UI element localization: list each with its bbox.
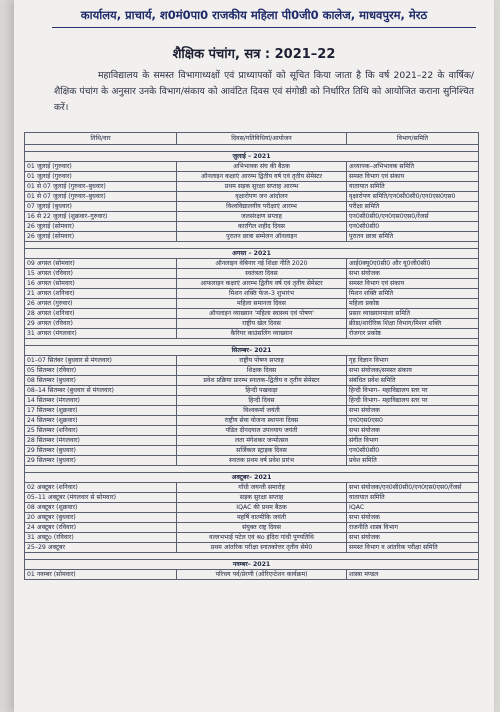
table-row [25, 386, 479, 396]
date-cell: 05–11 अक्टूबर (मंगलवार से सोमवार) [25, 493, 177, 503]
table-row [25, 329, 479, 339]
table-row [25, 192, 479, 202]
event-cell: वृक्षारोपण जन आंदोलन [177, 192, 347, 202]
table-row [25, 436, 479, 446]
column-header-event: दिवस/गतिविधियां/आयोजन [177, 133, 347, 145]
event-cell: अभिभावक संघ की बैठक [177, 162, 347, 172]
month-heading: नवम्बर– 2021 [25, 560, 479, 570]
table-row [25, 426, 479, 436]
table-row [25, 533, 479, 543]
month-heading: जुलाई – 2021 [25, 152, 479, 162]
table-row [25, 416, 479, 426]
date-cell: 07 जुलाई (बुधवार) [25, 202, 177, 212]
date-cell: 26 जुलाई (सोमवार) [25, 222, 177, 232]
date-cell: 01 से 07 जुलाई (गुरुवार–बुधवार) [25, 192, 177, 202]
date-cell: 24 अक्टूबर (रविवार) [25, 523, 177, 533]
date-cell: 25–29 अक्टूबर [25, 543, 177, 553]
date-cell: 24 सितम्बर (शुक्रवार) [25, 416, 177, 426]
date-cell: 16 अगस्त (सोमवार) [25, 279, 177, 289]
table-row [25, 289, 479, 299]
date-cell: 28 अगस्त (शनिवार) [25, 309, 177, 319]
event-cell: प्रथम आंतरिक परीक्षा स्नातकोत्तर तृतीय सेमे0 [177, 543, 347, 553]
section-spacer [25, 145, 479, 152]
date-cell: 08 अक्टूबर (शुक्रवार) [25, 503, 177, 513]
table-row [25, 483, 479, 493]
event-cell: सर्जिकल स्ट्राइक दिवस [177, 446, 347, 456]
event-cell: विश्वकर्मा जयंती [177, 406, 347, 416]
event-cell: कैरियर काउंसलिंग व्याख्यान [177, 329, 347, 339]
event-cell: परिचय पर्व/प्रेरणी (ओरिएन्टेशन कार्यक्रम) [177, 570, 347, 580]
dept-cell: समस्त विभाग व आंतरिक परीक्षा समिति [347, 543, 479, 553]
dept-cell: IQAC [347, 503, 479, 513]
event-cell: कारगिल शहीद दिवस [177, 222, 347, 232]
section-spacer [25, 466, 479, 473]
dept-cell: संगीत विभाग [347, 436, 479, 446]
table-row [25, 493, 479, 503]
month-heading-row [25, 560, 479, 570]
dept-cell: शास्त्रा मण्डल [347, 570, 479, 580]
table-body [25, 145, 479, 580]
dept-cell: गृह विज्ञान विभाग [347, 356, 479, 366]
event-cell: राष्ट्रीय सेवा योजना स्थापना दिवस [177, 416, 347, 426]
dept-cell: क्रीडा/शारीरिक शिक्षा विभाग/मिशन शक्ति [347, 319, 479, 329]
column-header-date: तिथि/वार [25, 133, 177, 145]
month-heading-row [25, 249, 479, 259]
dept-cell: सभा संयोजक [347, 426, 479, 436]
date-cell: 29 सितम्बर (बुधवार) [25, 446, 177, 456]
dept-cell: सभा संयोजक [347, 513, 479, 523]
event-cell: सड़क सुरक्षा सप्ताह [177, 493, 347, 503]
event-cell: महर्षि वाल्मीकि जयंती [177, 513, 347, 523]
event-cell: गाँधी जयन्ती समारोह [177, 483, 347, 493]
dept-cell: सभा संयोजक [347, 269, 479, 279]
office-header: कार्यालय, प्राचार्य, श0मं0पा0 राजकीय महिला पी0जी0 कालेज, माधवपुरम, मेरठ [80, 8, 428, 22]
dept-cell: परीक्षा समिति [347, 202, 479, 212]
table-row [25, 222, 479, 232]
event-cell: पुरातन छात्रा सम्मेलन ऑनलाइन [177, 232, 347, 242]
date-cell: 28 सितम्बर (मंगलवार) [25, 436, 177, 446]
table-row [25, 259, 479, 269]
dept-cell: समस्त विभाग एवं संकाय [347, 172, 479, 182]
dept-cell: हिन्दी विभाग– महाविद्यालय स्तर पर [347, 396, 479, 406]
date-cell: 16 से 22 जुलाई (शुक्रवार–गुरुवार) [25, 212, 177, 222]
date-cell: 21 अगस्त (शनिवार) [25, 289, 177, 299]
table-row [25, 299, 479, 309]
event-cell: ऑनलाइन कक्षाएं आरम्भ द्वितीय वर्ष एवं तृतीय सेमेस्टर [177, 172, 347, 182]
dept-cell: सभा संयोजक [347, 533, 479, 543]
event-cell: वल्लभभाई पटेल एवं श्रo इंदिरा गांधी पुण्यतिथि [177, 533, 347, 543]
event-cell: जलसंरक्षण सप्ताह [177, 212, 347, 222]
dept-cell: वृक्षारोपण समिति/एन0सी0सी0/एन0एस0एस0 [347, 192, 479, 202]
dept-cell: हिन्दी विभाग– महाविद्यालय स्तर पर [347, 386, 479, 396]
column-header-dept: विभाग/समिति [347, 133, 479, 145]
date-cell: 15 अगस्त (रविवार) [25, 269, 177, 279]
table-row [25, 182, 479, 192]
dept-cell: समस्त विभाग एवं संकाय [347, 279, 479, 289]
date-cell: 26 अगस्त (गुरुवार) [25, 299, 177, 309]
section-spacer [25, 339, 479, 346]
event-cell: प्रवेश प्रक्रिया प्रारम्भ स्नातक–द्वितीय व तृतीय सेमेस्टर [177, 376, 347, 386]
table-row [25, 356, 479, 366]
table-row [25, 446, 479, 456]
dept-cell: एन0सी0सी0 [347, 446, 479, 456]
intro-paragraph: महाविद्यालय के समस्त विभागाध्यक्षों एवं प्राध्यापकों को सूचित किया जाता है कि वर्ष 2021–22 के वार्षिक/शैक्षिक पंचांग के अनुसार उनके विभाग/संकाय को आवंटित दिवस एवं संगोष्ठी को निर्धारित तिथि को आयोजित कराना सुनिश्चित करें। [54, 70, 474, 113]
event-cell: राष्ट्रीय खेल दिवस [177, 319, 347, 329]
dept-cell: सभा संयोजक/समस्त संकाय [347, 366, 479, 376]
event-cell: शिक्षक दिवस [177, 366, 347, 376]
date-cell: 29 अगस्त (रविवार) [25, 319, 177, 329]
academic-calendar-table [24, 132, 479, 580]
table-row [25, 570, 479, 580]
date-cell: 02 अक्टूबर (शनिवार) [25, 483, 177, 493]
date-cell: 05 सितम्बर (रविवार) [25, 366, 177, 376]
date-cell: 09 अगस्त (सोमवार) [25, 259, 177, 269]
month-heading-row [25, 346, 479, 356]
event-cell: IQAC की प्रथम बैठक [177, 503, 347, 513]
table-row [25, 366, 479, 376]
event-cell: स्नातक प्रथम वर्ष प्रवेश प्रारंभ [177, 456, 347, 466]
event-cell: विश्वविद्यालयीय परीक्षाएं आरम्भ [177, 202, 347, 212]
date-cell: 31 अगस्त (मंगलवार) [25, 329, 177, 339]
month-heading: सितम्बर– 2021 [25, 346, 479, 356]
document-title: शैक्षिक पंचांग, सत्र : 2021–22 [172, 47, 336, 62]
dept-cell: सभा संयोजक/एन0सी0सी0/एन0एस0एस0/रेंजर्स [347, 483, 479, 493]
table-row [25, 396, 479, 406]
date-cell: 08–14 सितम्बर (बुधवार से मंगलवार) [25, 386, 177, 396]
dept-cell: पुरातन छात्रा समिति [347, 232, 479, 242]
date-cell: 20 अक्टूबर (बुधवार) [25, 513, 177, 523]
event-cell: महिला समानता दिवस [177, 299, 347, 309]
date-cell: 01 जुलाई (गुरुवार) [25, 172, 177, 182]
dept-cell: एन0सी0सी0 [347, 222, 479, 232]
event-cell: हिन्दी दिवस [177, 396, 347, 406]
table-row [25, 309, 479, 319]
dept-cell: महिला प्रकोष्ठ [347, 299, 479, 309]
dept-cell: एन0सी0सी0/एन0एस0एस0/रेंजर्स [347, 212, 479, 222]
event-cell: लता मंगेशकर जन्मोत्सव [177, 436, 347, 446]
date-cell: 14 सितम्बर (मंगलवार) [25, 396, 177, 406]
event-cell: ऑनलाइन वेबिनार नई शिक्षा नीति 2020 [177, 259, 347, 269]
month-heading-row [25, 473, 479, 483]
section-spacer [25, 553, 479, 560]
table-row [25, 162, 479, 172]
month-heading: अगस्त – 2021 [25, 249, 479, 259]
date-cell: 08 सितम्बर (बुधवार) [25, 376, 177, 386]
dept-cell: राजनीति शास्त्र विभाग [347, 523, 479, 533]
event-cell: ऑनलाइन व्याख्यान 'महिला स्वास्थ्य एवं पोषण' [177, 309, 347, 319]
table-row [25, 212, 479, 222]
event-cell: मिशन शक्ति फेज–3 शुभारंभ [177, 289, 347, 299]
event-cell: आफलाइन कक्षाएं आरम्भ द्वितीय वर्ष एवं तृतीय सेमेस्टर [177, 279, 347, 289]
dept-cell: सभा संयोजक [347, 406, 479, 416]
dept-cell: प्रवेश समिति [347, 456, 479, 466]
event-cell: पंडित दीनदयाल उपाध्याय जयंती [177, 426, 347, 436]
event-cell: प्रथम सड़क सुरक्षा सप्ताह आरम्भ [177, 182, 347, 192]
date-cell: 01 से 07 जुलाई (गुरुवार–बुधवार) [25, 182, 177, 192]
table-row [25, 279, 479, 289]
dept-cell: एन0एस0एस0 [347, 416, 479, 426]
dept-cell: आई0क्यू0ए0सी0 और यू0जी0सी0 [347, 259, 479, 269]
dept-cell: संबंधित प्रवेश समिति [347, 376, 479, 386]
table-row [25, 543, 479, 553]
table-row [25, 406, 479, 416]
table-row [25, 503, 479, 513]
month-heading: अक्टूबर– 2021 [25, 473, 479, 483]
dept-cell: मिशन शक्ति समिति [347, 289, 479, 299]
table-row [25, 376, 479, 386]
month-heading-row [25, 152, 479, 162]
dept-cell: अध्यापक–अभिभावक समिति [347, 162, 479, 172]
table-row [25, 232, 479, 242]
table-header-row [25, 133, 479, 145]
table-row [25, 269, 479, 279]
dept-cell: प्रसार व्याख्यानमाला समिति [347, 309, 479, 319]
date-cell: 17 सितम्बर (शुक्रवार) [25, 406, 177, 416]
table-row [25, 523, 479, 533]
table-row [25, 456, 479, 466]
date-cell: 01 नवम्बर (सोमवार) [25, 570, 177, 580]
table-row [25, 172, 479, 182]
section-spacer [25, 242, 479, 249]
date-cell: 01–07 सितंबर (बुधवार से मंगलवार) [25, 356, 177, 366]
header-rule [52, 27, 476, 28]
date-cell: 25 सितम्बर (शनिवार) [25, 426, 177, 436]
date-cell: 26 जुलाई (सोमवार) [25, 232, 177, 242]
dept-cell: यातायात समिति [347, 182, 479, 192]
date-cell: 29 सितम्बर (बुधवार) [25, 456, 177, 466]
event-cell: हिन्दी पखवाड़ा [177, 386, 347, 396]
event-cell: राष्ट्रीय पोषण सप्ताह [177, 356, 347, 366]
event-cell: स्वतंत्रता दिवस [177, 269, 347, 279]
date-cell: 31 अक्टूo (रविवार) [25, 533, 177, 543]
dept-cell: यातायात समिति [347, 493, 479, 503]
event-cell: संयुक्त राष्ट्र दिवस [177, 523, 347, 533]
table-row [25, 513, 479, 523]
date-cell: 01 जुलाई (गुरुवार) [25, 162, 177, 172]
dept-cell: रोजगार प्रकोष्ठ [347, 329, 479, 339]
table-row [25, 202, 479, 212]
table-row [25, 319, 479, 329]
